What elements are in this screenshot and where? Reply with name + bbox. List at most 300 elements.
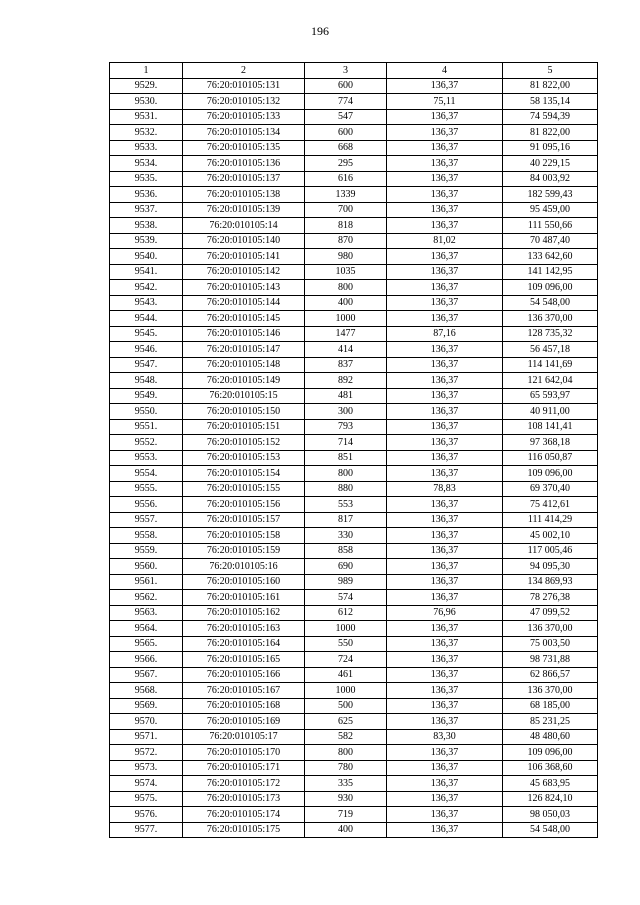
rate-cell: 136,37	[387, 574, 503, 590]
cadastral-number-cell: 76:20:010105:171	[183, 760, 305, 776]
table-row	[110, 218, 598, 234]
rate-cell: 136,37	[387, 512, 503, 528]
area-cell: 335	[305, 776, 387, 792]
table-row	[110, 652, 598, 668]
cadastral-number-cell: 76:20:010105:132	[183, 94, 305, 110]
table-body	[110, 63, 598, 838]
cadastral-number-cell: 76:20:010105:138	[183, 187, 305, 203]
row-number-cell: 9547.	[110, 357, 183, 373]
area-cell: 481	[305, 388, 387, 404]
area-cell: 400	[305, 822, 387, 838]
cadastral-number-cell: 76:20:010105:135	[183, 140, 305, 156]
row-number-cell: 9536.	[110, 187, 183, 203]
cadastral-number-cell: 76:20:010105:152	[183, 435, 305, 451]
cadastral-number-cell: 76:20:010105:162	[183, 605, 305, 621]
table-row	[110, 512, 598, 528]
cadastral-number-cell: 76:20:010105:164	[183, 636, 305, 652]
rate-cell: 136,37	[387, 388, 503, 404]
cadastral-number-cell: 76:20:010105:134	[183, 125, 305, 141]
row-number-cell: 9543.	[110, 295, 183, 311]
row-number-cell: 9561.	[110, 574, 183, 590]
row-number-cell: 9558.	[110, 528, 183, 544]
cadastral-number-cell: 76:20:010105:165	[183, 652, 305, 668]
rate-cell: 136,37	[387, 342, 503, 358]
rate-cell: 136,37	[387, 497, 503, 513]
table-row	[110, 497, 598, 513]
cadastral-number-cell: 76:20:010105:140	[183, 233, 305, 249]
row-number-cell: 9567.	[110, 667, 183, 683]
table-row	[110, 559, 598, 575]
row-number-cell: 9574.	[110, 776, 183, 792]
row-number-cell: 9564.	[110, 621, 183, 637]
area-cell: 818	[305, 218, 387, 234]
value-cell: 58 135,14	[503, 94, 598, 110]
rate-cell: 136,37	[387, 822, 503, 838]
value-cell: 109 096,00	[503, 280, 598, 296]
table-row	[110, 342, 598, 358]
area-cell: 300	[305, 404, 387, 420]
rate-cell: 136,37	[387, 280, 503, 296]
cadastral-number-cell: 76:20:010105:159	[183, 543, 305, 559]
value-cell: 40 911,00	[503, 404, 598, 420]
table-row	[110, 280, 598, 296]
cadastral-number-cell: 76:20:010105:173	[183, 791, 305, 807]
column-header: 3	[305, 63, 387, 79]
rate-cell: 83,30	[387, 729, 503, 745]
table-row	[110, 435, 598, 451]
area-cell: 719	[305, 807, 387, 823]
table-row	[110, 171, 598, 187]
area-cell: 1000	[305, 311, 387, 327]
row-number-cell: 9571.	[110, 729, 183, 745]
cadastral-number-cell: 76:20:010105:141	[183, 249, 305, 265]
cadastral-number-cell: 76:20:010105:175	[183, 822, 305, 838]
area-cell: 980	[305, 249, 387, 265]
area-cell: 870	[305, 233, 387, 249]
area-cell: 500	[305, 698, 387, 714]
table-row	[110, 714, 598, 730]
value-cell: 45 683,95	[503, 776, 598, 792]
row-number-cell: 9575.	[110, 791, 183, 807]
row-number-cell: 9530.	[110, 94, 183, 110]
value-cell: 97 368,18	[503, 435, 598, 451]
table-row	[110, 528, 598, 544]
area-cell: 1477	[305, 326, 387, 342]
row-number-cell: 9534.	[110, 156, 183, 172]
area-cell: 1000	[305, 683, 387, 699]
table-row	[110, 807, 598, 823]
value-cell: 74 594,39	[503, 109, 598, 125]
rate-cell: 136,37	[387, 404, 503, 420]
rate-cell: 136,37	[387, 791, 503, 807]
table-row	[110, 698, 598, 714]
area-cell: 612	[305, 605, 387, 621]
area-cell: 837	[305, 357, 387, 373]
rate-cell: 136,37	[387, 621, 503, 637]
row-number-cell: 9546.	[110, 342, 183, 358]
column-header: 4	[387, 63, 503, 79]
table-header-row	[110, 63, 598, 79]
rate-cell: 87,16	[387, 326, 503, 342]
value-cell: 65 593,97	[503, 388, 598, 404]
rate-cell: 136,37	[387, 419, 503, 435]
table-row	[110, 745, 598, 761]
cadastral-number-cell: 76:20:010105:157	[183, 512, 305, 528]
cadastral-number-cell: 76:20:010105:14	[183, 218, 305, 234]
table-row	[110, 760, 598, 776]
rate-cell: 136,37	[387, 156, 503, 172]
row-number-cell: 9566.	[110, 652, 183, 668]
row-number-cell: 9529.	[110, 78, 183, 94]
area-cell: 780	[305, 760, 387, 776]
area-cell: 858	[305, 543, 387, 559]
row-number-cell: 9556.	[110, 497, 183, 513]
table-row	[110, 683, 598, 699]
rate-cell: 136,37	[387, 683, 503, 699]
table-row	[110, 264, 598, 280]
value-cell: 108 141,41	[503, 419, 598, 435]
table-row	[110, 481, 598, 497]
area-cell: 793	[305, 419, 387, 435]
row-number-cell: 9537.	[110, 202, 183, 218]
area-cell: 625	[305, 714, 387, 730]
value-cell: 117 005,46	[503, 543, 598, 559]
value-cell: 141 142,95	[503, 264, 598, 280]
table-row	[110, 574, 598, 590]
value-cell: 98 050,03	[503, 807, 598, 823]
area-cell: 1339	[305, 187, 387, 203]
value-cell: 121 642,04	[503, 373, 598, 389]
table-row	[110, 776, 598, 792]
row-number-cell: 9548.	[110, 373, 183, 389]
cadastral-number-cell: 76:20:010105:168	[183, 698, 305, 714]
column-header: 5	[503, 63, 598, 79]
rate-cell: 136,37	[387, 109, 503, 125]
rate-cell: 75,11	[387, 94, 503, 110]
table-row	[110, 233, 598, 249]
cadastral-number-cell: 76:20:010105:169	[183, 714, 305, 730]
rate-cell: 136,37	[387, 698, 503, 714]
rate-cell: 136,37	[387, 807, 503, 823]
cadastral-number-cell: 76:20:010105:17	[183, 729, 305, 745]
row-number-cell: 9532.	[110, 125, 183, 141]
cadastral-number-cell: 76:20:010105:147	[183, 342, 305, 358]
cadastral-number-cell: 76:20:010105:158	[183, 528, 305, 544]
value-cell: 111 414,29	[503, 512, 598, 528]
cadastral-number-cell: 76:20:010105:155	[183, 481, 305, 497]
rate-cell: 136,37	[387, 760, 503, 776]
row-number-cell: 9550.	[110, 404, 183, 420]
value-cell: 133 642,60	[503, 249, 598, 265]
table-row	[110, 388, 598, 404]
value-cell: 62 866,57	[503, 667, 598, 683]
row-number-cell: 9576.	[110, 807, 183, 823]
area-cell: 582	[305, 729, 387, 745]
row-number-cell: 9551.	[110, 419, 183, 435]
area-cell: 800	[305, 745, 387, 761]
value-cell: 69 370,40	[503, 481, 598, 497]
area-cell: 616	[305, 171, 387, 187]
area-cell: 930	[305, 791, 387, 807]
row-number-cell: 9533.	[110, 140, 183, 156]
area-cell: 668	[305, 140, 387, 156]
row-number-cell: 9565.	[110, 636, 183, 652]
table-row	[110, 326, 598, 342]
value-cell: 85 231,25	[503, 714, 598, 730]
rate-cell: 136,37	[387, 450, 503, 466]
area-cell: 1000	[305, 621, 387, 637]
rate-cell: 136,37	[387, 202, 503, 218]
area-cell: 800	[305, 466, 387, 482]
cadastral-number-cell: 76:20:010105:166	[183, 667, 305, 683]
value-cell: 128 735,32	[503, 326, 598, 342]
row-number-cell: 9545.	[110, 326, 183, 342]
area-cell: 330	[305, 528, 387, 544]
area-cell: 880	[305, 481, 387, 497]
row-number-cell: 9531.	[110, 109, 183, 125]
table-row	[110, 78, 598, 94]
row-number-cell: 9535.	[110, 171, 183, 187]
value-cell: 75 003,50	[503, 636, 598, 652]
value-cell: 126 824,10	[503, 791, 598, 807]
area-cell: 800	[305, 280, 387, 296]
row-number-cell: 9560.	[110, 559, 183, 575]
rate-cell: 136,37	[387, 559, 503, 575]
value-cell: 48 480,60	[503, 729, 598, 745]
rate-cell: 81,02	[387, 233, 503, 249]
cadastral-number-cell: 76:20:010105:154	[183, 466, 305, 482]
area-cell: 851	[305, 450, 387, 466]
cadastral-number-cell: 76:20:010105:144	[183, 295, 305, 311]
value-cell: 78 276,38	[503, 590, 598, 606]
cadastral-number-cell: 76:20:010105:142	[183, 264, 305, 280]
row-number-cell: 9552.	[110, 435, 183, 451]
area-cell: 724	[305, 652, 387, 668]
area-cell: 400	[305, 295, 387, 311]
row-number-cell: 9540.	[110, 249, 183, 265]
rate-cell: 136,37	[387, 357, 503, 373]
rate-cell: 136,37	[387, 745, 503, 761]
area-cell: 989	[305, 574, 387, 590]
row-number-cell: 9573.	[110, 760, 183, 776]
cadastral-number-cell: 76:20:010105:15	[183, 388, 305, 404]
table-row	[110, 590, 598, 606]
table-row	[110, 419, 598, 435]
cadastral-number-cell: 76:20:010105:163	[183, 621, 305, 637]
cadastral-number-cell: 76:20:010105:146	[183, 326, 305, 342]
table-row	[110, 140, 598, 156]
value-cell: 116 050,87	[503, 450, 598, 466]
cadastral-number-cell: 76:20:010105:143	[183, 280, 305, 296]
value-cell: 81 822,00	[503, 78, 598, 94]
area-cell: 1035	[305, 264, 387, 280]
rate-cell: 136,37	[387, 264, 503, 280]
rate-cell: 136,37	[387, 295, 503, 311]
value-cell: 95 459,00	[503, 202, 598, 218]
cadastral-number-cell: 76:20:010105:150	[183, 404, 305, 420]
row-number-cell: 9563.	[110, 605, 183, 621]
area-cell: 600	[305, 125, 387, 141]
table-row	[110, 729, 598, 745]
table-row	[110, 109, 598, 125]
rate-cell: 76,96	[387, 605, 503, 621]
rate-cell: 136,37	[387, 140, 503, 156]
value-cell: 106 368,60	[503, 760, 598, 776]
row-number-cell: 9569.	[110, 698, 183, 714]
area-cell: 574	[305, 590, 387, 606]
cadastral-number-cell: 76:20:010105:161	[183, 590, 305, 606]
cadastral-number-cell: 76:20:010105:148	[183, 357, 305, 373]
row-number-cell: 9557.	[110, 512, 183, 528]
value-cell: 40 229,15	[503, 156, 598, 172]
cadastral-number-cell: 76:20:010105:174	[183, 807, 305, 823]
cadastral-number-cell: 76:20:010105:172	[183, 776, 305, 792]
value-cell: 114 141,69	[503, 357, 598, 373]
cadastral-table	[109, 62, 598, 838]
area-cell: 461	[305, 667, 387, 683]
rate-cell: 136,37	[387, 528, 503, 544]
cadastral-number-cell: 76:20:010105:170	[183, 745, 305, 761]
cadastral-number-cell: 76:20:010105:151	[183, 419, 305, 435]
rate-cell: 136,37	[387, 187, 503, 203]
cadastral-number-cell: 76:20:010105:139	[183, 202, 305, 218]
area-cell: 817	[305, 512, 387, 528]
area-cell: 714	[305, 435, 387, 451]
table-row	[110, 94, 598, 110]
rate-cell: 136,37	[387, 652, 503, 668]
table-row	[110, 156, 598, 172]
cadastral-number-cell: 76:20:010105:136	[183, 156, 305, 172]
cadastral-number-cell: 76:20:010105:156	[183, 497, 305, 513]
row-number-cell: 9562.	[110, 590, 183, 606]
table-row	[110, 125, 598, 141]
row-number-cell: 9549.	[110, 388, 183, 404]
value-cell: 111 550,66	[503, 218, 598, 234]
rate-cell: 136,37	[387, 636, 503, 652]
column-header: 2	[183, 63, 305, 79]
rate-cell: 136,37	[387, 78, 503, 94]
rate-cell: 136,37	[387, 125, 503, 141]
row-number-cell: 9572.	[110, 745, 183, 761]
value-cell: 81 822,00	[503, 125, 598, 141]
rate-cell: 136,37	[387, 543, 503, 559]
table-row	[110, 450, 598, 466]
cadastral-number-cell: 76:20:010105:137	[183, 171, 305, 187]
value-cell: 70 487,40	[503, 233, 598, 249]
cadastral-number-cell: 76:20:010105:16	[183, 559, 305, 575]
row-number-cell: 9554.	[110, 466, 183, 482]
table-row	[110, 404, 598, 420]
table-row	[110, 621, 598, 637]
row-number-cell: 9539.	[110, 233, 183, 249]
area-cell: 892	[305, 373, 387, 389]
table-row	[110, 543, 598, 559]
cadastral-number-cell: 76:20:010105:133	[183, 109, 305, 125]
value-cell: 56 457,18	[503, 342, 598, 358]
rate-cell: 136,37	[387, 776, 503, 792]
table-row	[110, 187, 598, 203]
table-row	[110, 636, 598, 652]
cadastral-number-cell: 76:20:010105:160	[183, 574, 305, 590]
cadastral-number-cell: 76:20:010105:131	[183, 78, 305, 94]
rate-cell: 136,37	[387, 714, 503, 730]
row-number-cell: 9553.	[110, 450, 183, 466]
table-row	[110, 822, 598, 838]
value-cell: 68 185,00	[503, 698, 598, 714]
value-cell: 134 869,93	[503, 574, 598, 590]
rate-cell: 78,83	[387, 481, 503, 497]
area-cell: 550	[305, 636, 387, 652]
value-cell: 47 099,52	[503, 605, 598, 621]
area-cell: 700	[305, 202, 387, 218]
rate-cell: 136,37	[387, 218, 503, 234]
value-cell: 84 003,92	[503, 171, 598, 187]
area-cell: 774	[305, 94, 387, 110]
cadastral-number-cell: 76:20:010105:153	[183, 450, 305, 466]
row-number-cell: 9559.	[110, 543, 183, 559]
page-number: 196	[311, 24, 329, 38]
cadastral-number-cell: 76:20:010105:145	[183, 311, 305, 327]
rate-cell: 136,37	[387, 590, 503, 606]
area-cell: 414	[305, 342, 387, 358]
row-number-cell: 9544.	[110, 311, 183, 327]
table-row	[110, 357, 598, 373]
rate-cell: 136,37	[387, 311, 503, 327]
area-cell: 547	[305, 109, 387, 125]
row-number-cell: 9541.	[110, 264, 183, 280]
value-cell: 136 370,00	[503, 311, 598, 327]
value-cell: 109 096,00	[503, 466, 598, 482]
rate-cell: 136,37	[387, 435, 503, 451]
table-row	[110, 249, 598, 265]
value-cell: 75 412,61	[503, 497, 598, 513]
value-cell: 109 096,00	[503, 745, 598, 761]
cadastral-number-cell: 76:20:010105:167	[183, 683, 305, 699]
cadastral-number-cell: 76:20:010105:149	[183, 373, 305, 389]
table-row	[110, 605, 598, 621]
area-cell: 690	[305, 559, 387, 575]
row-number-cell: 9570.	[110, 714, 183, 730]
value-cell: 94 095,30	[503, 559, 598, 575]
row-number-cell: 9555.	[110, 481, 183, 497]
area-cell: 295	[305, 156, 387, 172]
value-cell: 136 370,00	[503, 621, 598, 637]
rate-cell: 136,37	[387, 667, 503, 683]
table-row	[110, 373, 598, 389]
table-row	[110, 295, 598, 311]
table-row	[110, 791, 598, 807]
table-row	[110, 466, 598, 482]
table-row	[110, 311, 598, 327]
rate-cell: 136,37	[387, 249, 503, 265]
row-number-cell: 9577.	[110, 822, 183, 838]
value-cell: 54 548,00	[503, 822, 598, 838]
column-header: 1	[110, 63, 183, 79]
rate-cell: 136,37	[387, 466, 503, 482]
value-cell: 91 095,16	[503, 140, 598, 156]
row-number-cell: 9538.	[110, 218, 183, 234]
row-number-cell: 9568.	[110, 683, 183, 699]
rate-cell: 136,37	[387, 171, 503, 187]
value-cell: 182 599,43	[503, 187, 598, 203]
value-cell: 54 548,00	[503, 295, 598, 311]
row-number-cell: 9542.	[110, 280, 183, 296]
area-cell: 600	[305, 78, 387, 94]
value-cell: 45 002,10	[503, 528, 598, 544]
table-row	[110, 667, 598, 683]
rate-cell: 136,37	[387, 373, 503, 389]
area-cell: 553	[305, 497, 387, 513]
